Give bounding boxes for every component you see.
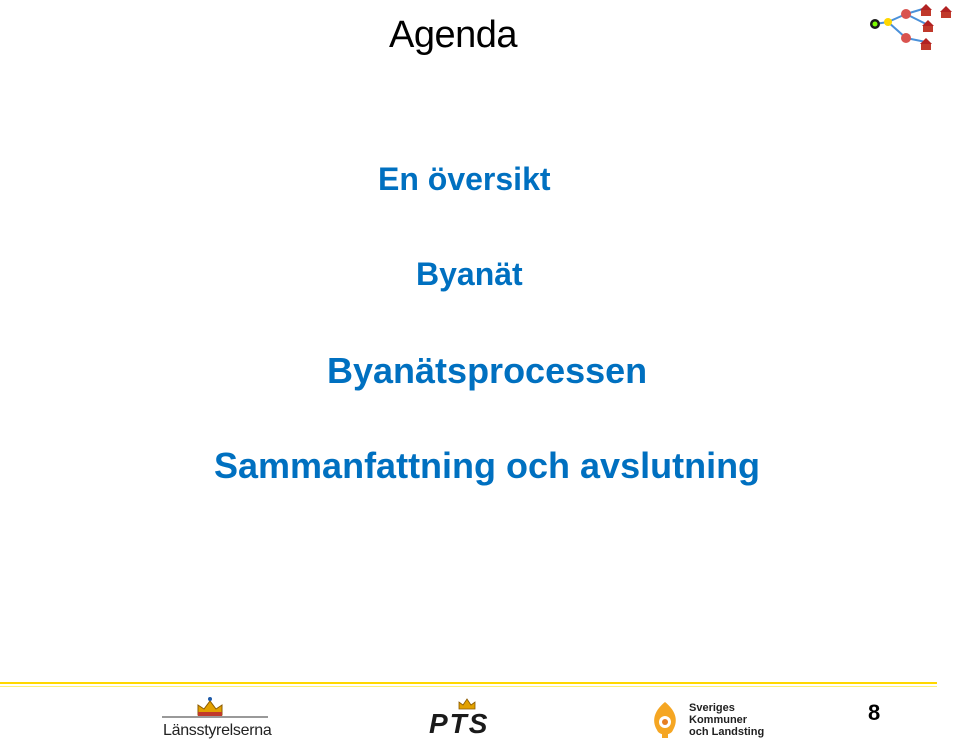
skl-line-3: och Landsting xyxy=(689,726,765,738)
agenda-item-village-network-process: Byanätsprocessen xyxy=(327,350,648,391)
skl-line-2: Kommuner xyxy=(689,714,748,726)
pts-logo-text: PTS xyxy=(429,708,490,739)
agenda-item-village-network: Byanät xyxy=(416,256,523,292)
crown-icon xyxy=(160,695,270,725)
skl-line-1: Sveriges xyxy=(689,702,735,714)
lansstyrelserna-logo-text: Länsstyrelserna xyxy=(163,722,272,739)
village-network-logo-icon xyxy=(866,2,958,54)
agenda-item-overview: En översikt xyxy=(378,161,551,197)
footer-divider-light xyxy=(0,686,937,687)
footer-divider xyxy=(0,682,937,684)
slide-title: Agenda xyxy=(389,14,518,56)
skl-logo-text xyxy=(689,702,764,738)
slide-number: 8 xyxy=(868,700,881,725)
agenda-item-summary: Sammanfattning och avslutning xyxy=(214,445,761,486)
skl-flame-icon xyxy=(647,700,683,740)
